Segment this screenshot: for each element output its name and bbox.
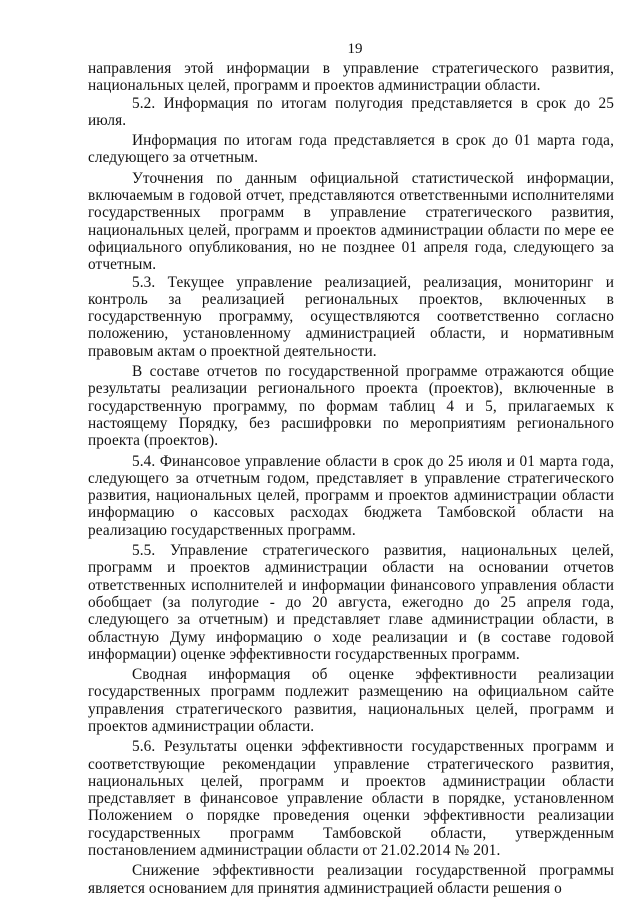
document-page bbox=[88, 40, 614, 897]
paragraph-summary-publication: Сводная информация об оценке эффективности реализации государственных программ подлежит размещению на официальном сайте управления стратегического развития, национальных целей, программ и проектов администрации области. bbox=[88, 666, 614, 735]
paragraph-5-3: 5.3. Текущее управление реализацией, реализация, мониторинг и контроль за реализацией региональных проектов, включенных в государственную программу, осуществляются соответственно согласно положению, установленному администрацией области, и нормативным правовым актам о проектной деятельности. bbox=[88, 273, 614, 360]
paragraph-continued-intro: направления этой информации в управление стратегического развития, национальных целей, программ и проектов администрации области. bbox=[88, 60, 614, 95]
paragraph-5-5: 5.5. Управление стратегического развития, национальных целей, программ и проектов администрации области на основании отчетов ответственных исполнителей и информации финансового управления области обобщает (за полугодие - до 20 августа, ежегодно до 25 апреля года, следующего за отчетным) и представляет главе администрации области, в областную Думу информацию о ходе реализации и (в составе годовой информации) оценке эффективности государственных программ. bbox=[88, 542, 614, 663]
paragraph-efficiency-decrease: Снижение эффективности реализации государственной программы является основанием для принятия администрацией области решения о bbox=[88, 862, 614, 897]
paragraph-annual-info: Информация по итогам года представляется в срок до 01 марта года, следующего за отчетным. bbox=[88, 132, 614, 167]
paragraph-5-6: 5.6. Результаты оценки эффективности государственных программ и соответствующие рекомендации управление стратегического развития, национальных целей, программ и проектов администрации области представляет в финансовое управление области в порядке, установленном Положением о порядке проведения оценки эффективности реализации государственных программ Тамбовской области, утвержденным постановлением администрации области от 21.02.2014 № 201. bbox=[88, 738, 614, 860]
paragraph-report-composition: В составе отчетов по государственной программе отражаются общие результаты реализации регионального проекта (проектов), включенные в государственную программу, по формам таблиц 4 и 5, прилагаемых к настоящему Порядку, без расшифровки по мероприятиям регионального проекта (проектов). bbox=[88, 363, 614, 450]
paragraph-5-4: 5.4. Финансовое управление области в срок до 25 июля и 01 марта года, следующего за отчетным годом, представляет в управление стратегического развития, национальных целей, программ и проектов администрации области информацию о кассовых расходах бюджета Тамбовской области на реализацию государственных программ. bbox=[88, 452, 614, 539]
paragraph-statistics-clarification: Уточнения по данным официальной статистической информации, включаемым в годовой отчет, представляются ответственными исполнителями государственных программ в управление стратегического развития, национальных целей, программ и проектов администрации области по мере ее официального опубликования, но не позднее 01 апреля года, следующего за отчетным. bbox=[88, 169, 614, 274]
paragraph-5-2: 5.2. Информация по итогам полугодия представляется в срок до 25 июля. bbox=[88, 94, 614, 129]
page-number: 19 bbox=[347, 41, 363, 57]
